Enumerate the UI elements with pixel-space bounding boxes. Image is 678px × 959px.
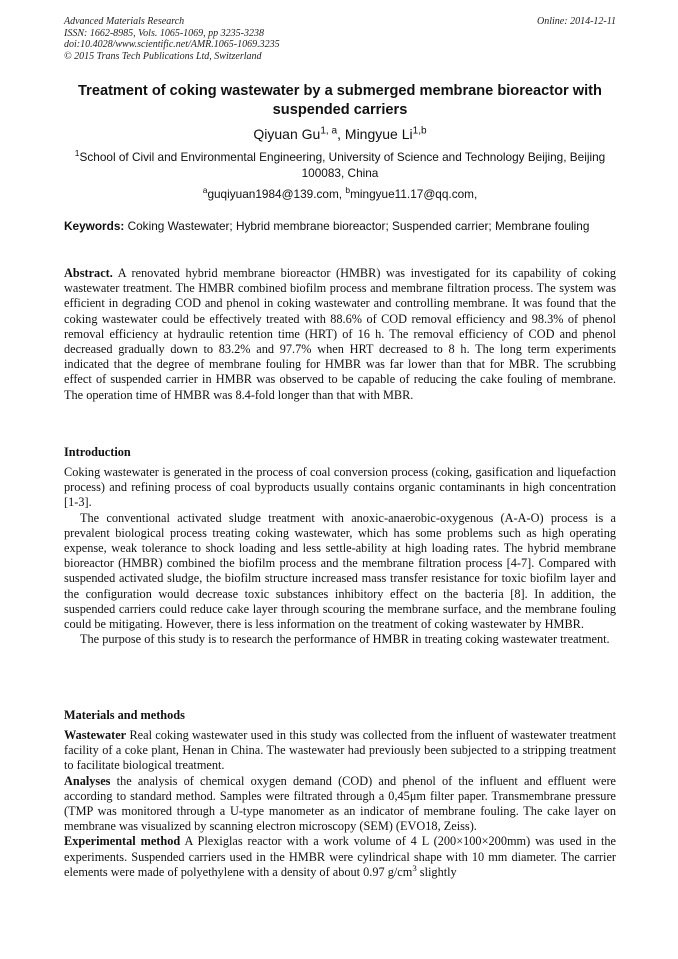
email-address[interactable]: mingyue11.17@qq.com, xyxy=(350,187,478,201)
online-date: Online: 2014-12-11 xyxy=(537,16,616,27)
author-name: Qiyuan Gu xyxy=(253,126,321,142)
email-superscript: b xyxy=(345,185,351,196)
unit-superscript: 3 xyxy=(412,862,417,873)
author-superscript: 1, a xyxy=(320,125,338,137)
keywords-text: Coking Wastewater; Hybrid membrane bioreactor; Suspended carrier; Membrane fouling xyxy=(127,219,590,233)
affiliation-superscript: 1 xyxy=(74,148,80,159)
affiliation-text: School of Civil and Environmental Engineering, University of Science and Technology Beijing, Beijing 100083, China xyxy=(79,150,606,180)
author-name: Mingyue Li xyxy=(344,126,413,142)
abstract-label: Abstract. xyxy=(64,266,113,280)
email-list xyxy=(64,187,616,201)
journal-name: Advanced Materials Research xyxy=(64,16,185,27)
email-address[interactable]: guqiyuan1984@139.com, xyxy=(207,187,343,201)
keywords xyxy=(64,219,616,234)
journal-header xyxy=(64,16,616,62)
issn-line: ISSN: 1662-8985, Vols. 1065-1069, pp 3235-3238 xyxy=(64,27,264,39)
author-list: Qiyuan Gu$^{1, a}$, Mingyue Li$^{1,b}$ xyxy=(253,125,427,142)
subsection-label: Experimental method xyxy=(64,834,181,849)
paragraph-text: A Plexiglas reactor with a work volume of 4 L (200×100×200mm) was used in the experiments. Suspended carriers used in the HMBR were cylindrical shape with 10 mm diameter. The carrier elements were made of polyethylene with a density of about 0.97 g/cm xyxy=(64,834,616,879)
author-superscript: 1,b xyxy=(412,125,427,137)
paragraph-experimental xyxy=(64,834,616,880)
affiliation xyxy=(64,150,616,181)
paragraph: Coking wastewater is generated in the process of coal conversion process (coking, gasification and liquefaction process) and refining process of coal byproducts usually contains organic contaminants in high concentration [1-3]. xyxy=(64,465,616,510)
subsection-label: Wastewater xyxy=(64,728,127,742)
copyright-line: © 2015 Trans Tech Publications Ltd, Switzerland xyxy=(64,50,262,62)
paragraph-analyses xyxy=(64,774,616,835)
email-superscript: a xyxy=(202,185,208,196)
abstract-text: A renovated hybrid membrane bioreactor (HMBR) was investigated for its capability of coking wastewater treatment. The HMBR combined biofilm process and membrane filtration process. The system was efficient in degrading COD and phenol in coking wastewater and controlling membrane. It was found that the coking wastewater could be effectively treated with 88.6% of COD removal efficiency and 98.3% of phenol removal efficiency at hydraulic retention time (HRT) of 16 h. The removal efficiency of COD and phenol decreased gradually down to 83.2% and 97.7% when HRT decreased to 8 h. The long term experiments indicated that the degree of membrane fouling for HMBR was far lower than that for MBR. The scrubbing effect of suspended carrier in HMBR was observed to be capable of reducing the cake fouling of membrane. The operation time of HMBR was 8.4-fold longer than that with MBR. xyxy=(64,266,616,402)
section-heading-introduction: Introduction xyxy=(64,445,131,459)
introduction-body xyxy=(64,465,616,647)
paragraph-tail: slightly xyxy=(416,864,457,879)
paragraph-text: Real coking wastewater used in this study was collected from the influent of wastewater treatment facility of a coke plant, Henan in China. The wastewater had previously been subjected to a stripping treatment to facilitate biological treatment. xyxy=(64,728,616,773)
paragraph-wastewater xyxy=(64,728,616,774)
section-heading-methods: Materials and methods xyxy=(64,708,185,722)
paper-title: Treatment of coking wastewater by a submerged membrane bioreactor with suspended carriers xyxy=(78,83,602,118)
doi-line: doi:10.4028/www.scientific.net/AMR.1065-1069.3235 xyxy=(64,39,280,50)
methods-body xyxy=(64,728,616,880)
paragraph: The conventional activated sludge treatment with anoxic-anaerobic-oxygenous (A-A-O) process is a prevalent biological process treating coking wastewater, which has some problems such as high operating expense, weak tolerance to shock loading and less settle-ability at high loading rates. The hybrid membrane bioreactor (HMBR) combined the biofilm process and the membrane filtration process [4-7]. Compared with suspended activated sludge, the biofilm structure increased mass transfer resistance for toxic biofilm layer and the configuration would decrease toxic substances inhibitory effect on the bacteria [8]. In addition, the suspended carriers could reduce cake layer through scouring the membrane surface, and the membrane fouling could be mitigating. However, there is less information on the treatment of coking wastewater by HMBR. xyxy=(64,510,616,632)
subsection-label: Analyses xyxy=(64,773,111,788)
paragraph: The purpose of this study is to research the performance of HMBR in treating coking wastewater treatment. xyxy=(80,632,610,647)
keywords-label: Keywords: xyxy=(64,219,125,233)
abstract xyxy=(64,266,616,403)
paragraph-text: the analysis of chemical oxygen demand (COD) and phenol of the influent and effluent were according to standard method. Samples were filtrated through a 0,45μm filter paper. Transmembrane pressure (TMP was monitored through a U-type manometer as an indicator of membrane fouling. The cake layer on membrane was visualized by scanning electron microscopy (SEM) (EVO18, Zeiss). xyxy=(64,773,617,834)
